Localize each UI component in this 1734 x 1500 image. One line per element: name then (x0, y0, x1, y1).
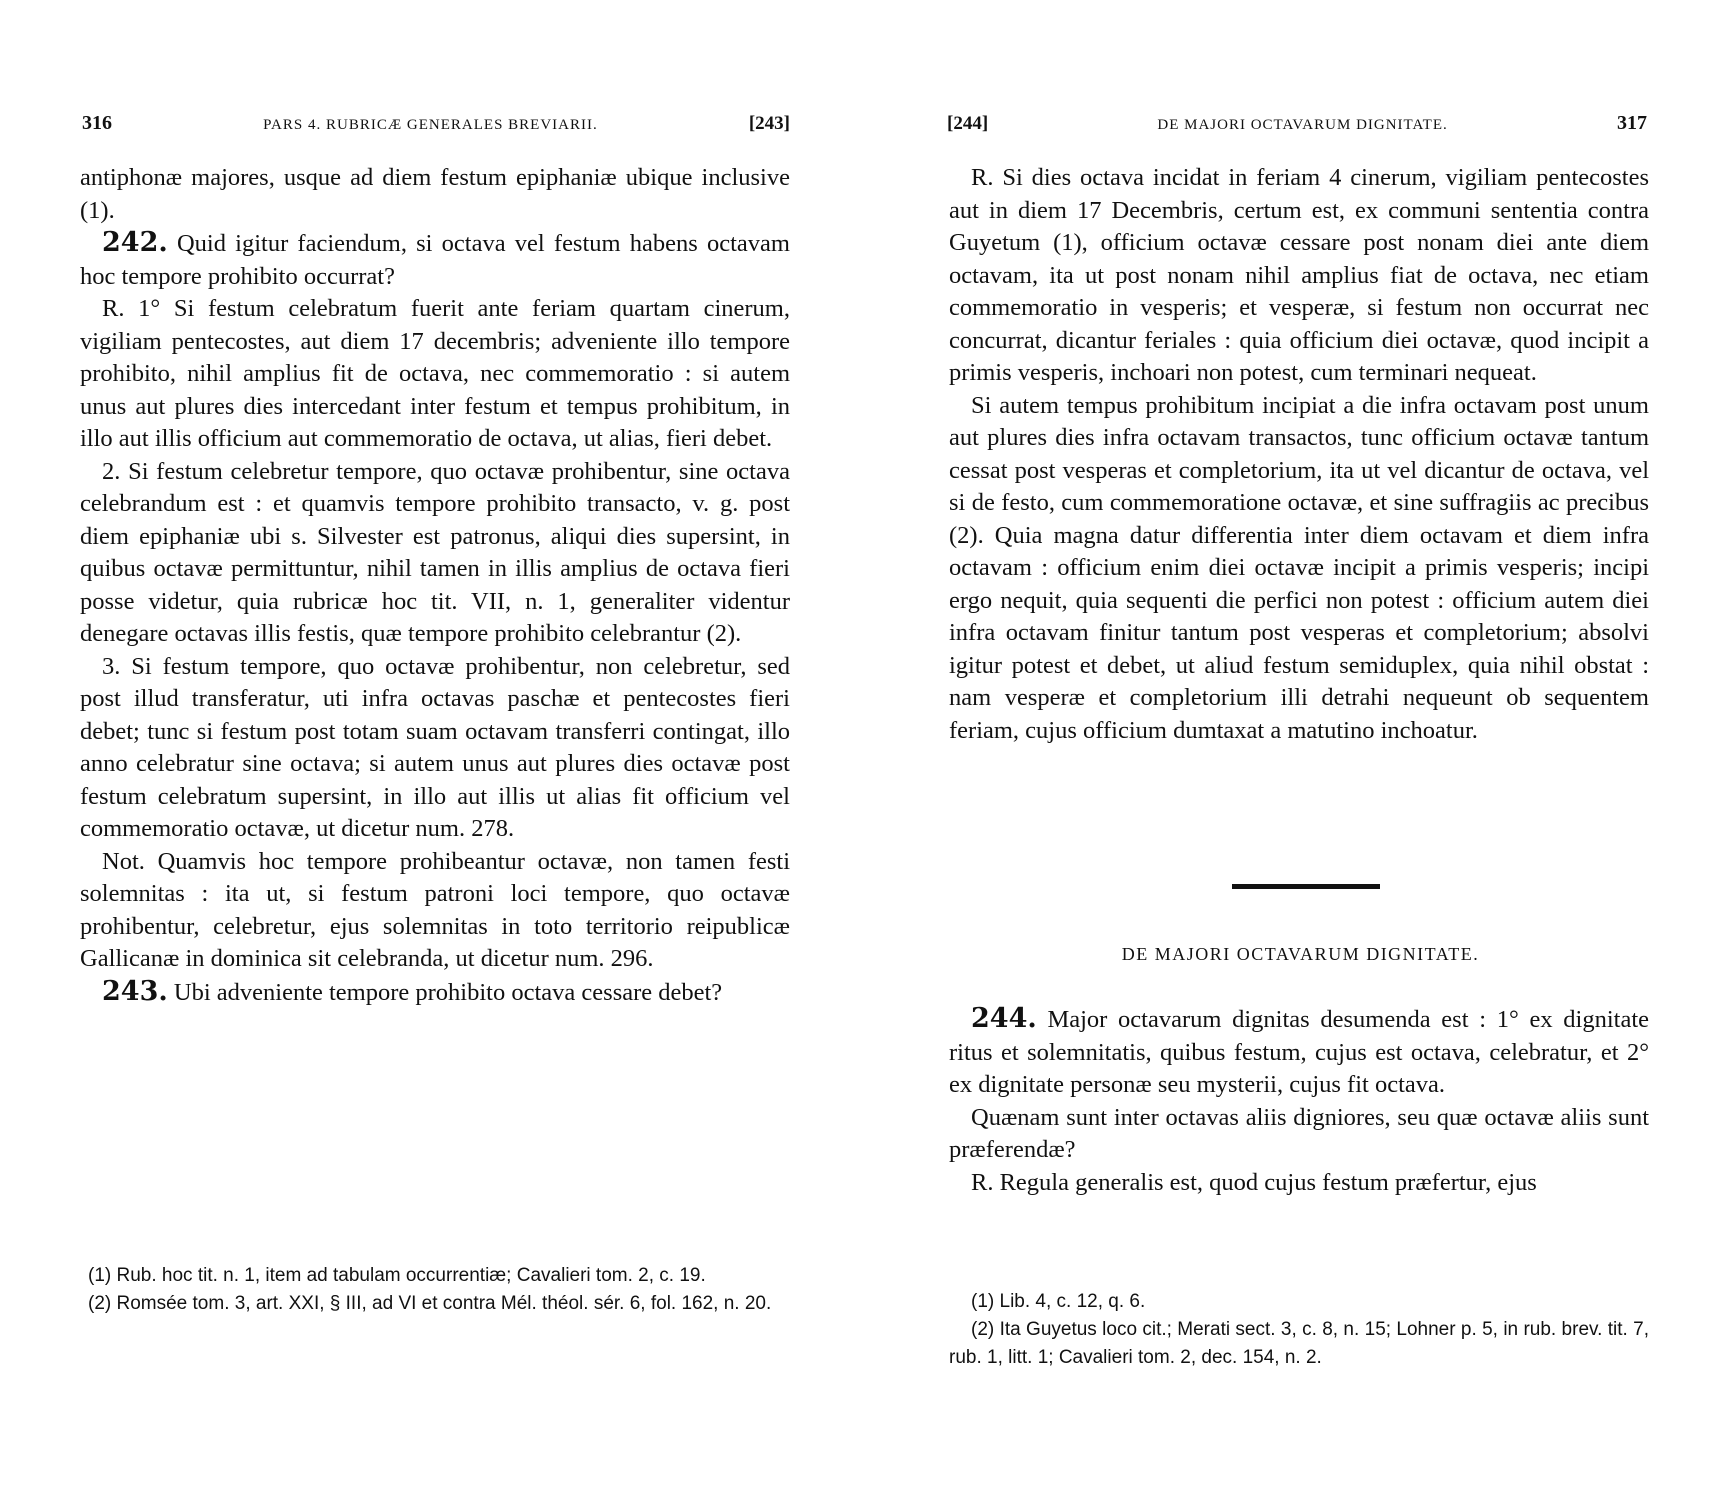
right-section-number: [244] (947, 113, 989, 134)
paragraph: Quænam sunt inter octavas aliis digniores, seu quæ octavæ aliis sunt præferendæ? (949, 1103, 1649, 1163)
paragraph: Si autem tempus prohibitum incipiat a die infra octavam post unum aut plures dies infra octavam transactos, tunc officium octavæ tantum cessat post vesperas et completorium, ita ut vel dicantur de octava, vel si de festo, cum commemoratione octavæ, et sine suffragiis ac precibus (2). Quia magna datur differentia inter diem octavam et diem infra octavam : officium enim diei octavæ incipit a primis vesperis; incipi ergo nequit, quia sequenti die perfici non potest : officium autem diei infra octavam finitur tantum post vesperas et completorium; absolvi igitur potest et debet, ut aliud festum semiduplex, quia nihil obstat : nam vesperæ et completorium illi detrahi nequeunt ob sequentem feriam, cujus officium dumtaxat a matutino inchoatur. (949, 391, 1649, 744)
left-section-number: [243] (748, 113, 790, 134)
paragraph: Not. Quamvis hoc tempore prohibeantur octavæ, non tamen festi solemnitas : ita ut, si festum patroni loci tempore, quo octavæ prohibentur, celebretur, ejus solemnitas in toto territorio reipublicæ Gallicanæ in dominica sit celebranda, ut dicetur num. 296. (80, 847, 790, 972)
right-running-title: DE MAJORI OCTAVARUM DIGNITATE. (1157, 117, 1448, 133)
question-number: 243. (102, 975, 168, 1007)
right-page (867, 0, 1734, 1500)
left-running-title: PARS 4. RUBRICÆ GENERALES BREVIARII. (263, 117, 598, 133)
left-footnotes (66, 1262, 790, 1318)
paragraph: 243. Ubi adveniente tempore prohibito octava cessare debet? (102, 975, 723, 1007)
right-running-header (947, 112, 1647, 142)
left-running-header (82, 112, 790, 142)
footnote: (1) Rub. hoc tit. n. 1, item ad tabulam occurrentiæ; Cavalieri tom. 2, c. 19. (88, 1265, 706, 1286)
paragraph: 244. Major octavarum dignitas desumenda est : 1° ex dignitate ritus et solemnitatis, quibus festum, cujus est octava, celebratur, et 2° ex dignitate personæ seu mysterii, cujus fit octava. (949, 1003, 1649, 1098)
footnote: (2) Ita Guyetus loco cit.; Merati sect. 3, c. 8, n. 15; Lohner p. 5, in rub. brev. tit. 7, rub. 1, litt. 1; Cavalieri tom. 2, dec. 154, n. 2. (949, 1319, 1649, 1368)
paragraph: R. Si dies octava incidat in feriam 4 cinerum, vigiliam pentecostes aut in diem 17 Decembris, certum est, ex communi sententia contra Guyetum (1), officium octavæ cessare post nonam diei ante diem octavam, ita ut post nonam nihil amplius fiat de octava, nec etiam commemoratio in vesperis; et vesperæ, si festum non occurrat nec concurrat, dicantur feriales : quia officium diei octavæ, quod incipit a primis vesperis, inchoari non potest, cum terminari nequeat. (949, 164, 1649, 386)
section-heading: DE MAJORI OCTAVARUM DIGNITATE. (1121, 944, 1480, 964)
section-divider-rule (1232, 884, 1380, 889)
left-page-number: 316 (82, 112, 112, 134)
paragraph: 3. Si festum tempore, quo octavæ prohibentur, non celebretur, sed post illud transferatur, uti infra octavas paschæ et pentecostes fieri debet; tunc si festum post totam suam octavam transferri contingat, illo anno celebratur sine octava; si autem unus aut plures dies octavæ post festum celebratum supersint, in illo aut illis ut alias fit officium vel commemoratio octavæ, ut dicetur num. 278. (80, 652, 790, 842)
footnote: (1) Lib. 4, c. 12, q. 6. (971, 1291, 1146, 1312)
paragraph: antiphonæ majores, usque ad diem festum epiphaniæ ubique inclusive (1). (80, 164, 790, 224)
right-body-text (949, 162, 1649, 747)
left-body-text (80, 162, 790, 1009)
right-footnotes (949, 1288, 1649, 1372)
paragraph: R. 1° Si festum celebratum fuerit ante feriam quartam cinerum, vigiliam pentecostes, aut diem 17 decembris; adveniente illo tempore prohibito, nihil amplius fit de octava, nec commemoratio : si autem unus aut plures dies intercedant inter festum et tempus prohibitum, in illo aut illis officium aut commemoratio de octava, ut alias, fieri debet. (80, 295, 790, 452)
footnote: (2) Romsée tom. 3, art. XXI, § III, ad VI et contra Mél. théol. sér. 6, fol. 162, n. 20. (88, 1293, 772, 1314)
section-body-text (949, 1003, 1649, 1199)
right-page-number: 317 (1617, 112, 1647, 134)
paragraph: R. Regula generalis est, quod cujus festum præfertur, ejus (971, 1168, 1537, 1196)
paragraph: 2. Si festum celebretur tempore, quo octavæ prohibentur, sine octava celebrandum est : et quamvis tempore prohibito transacto, v. g. post diem epiphaniæ ubi s. Silvester est patronus, aliqui dies supersint, in quibus octavæ permittuntur, nihil tamen in illis amplius de octava fieri posse videtur, quia rubricæ hoc tit. VII, n. 1, generaliter videntur denegare octavas illis festis, quæ tempore prohibito celebrantur (2). (80, 457, 790, 647)
paragraph: 242. Quid igitur faciendum, si octava vel festum habens octavam hoc tempore prohibito occurrat? (80, 227, 790, 290)
question-number: 242. (102, 227, 168, 258)
question-number: 244. (971, 1003, 1037, 1034)
